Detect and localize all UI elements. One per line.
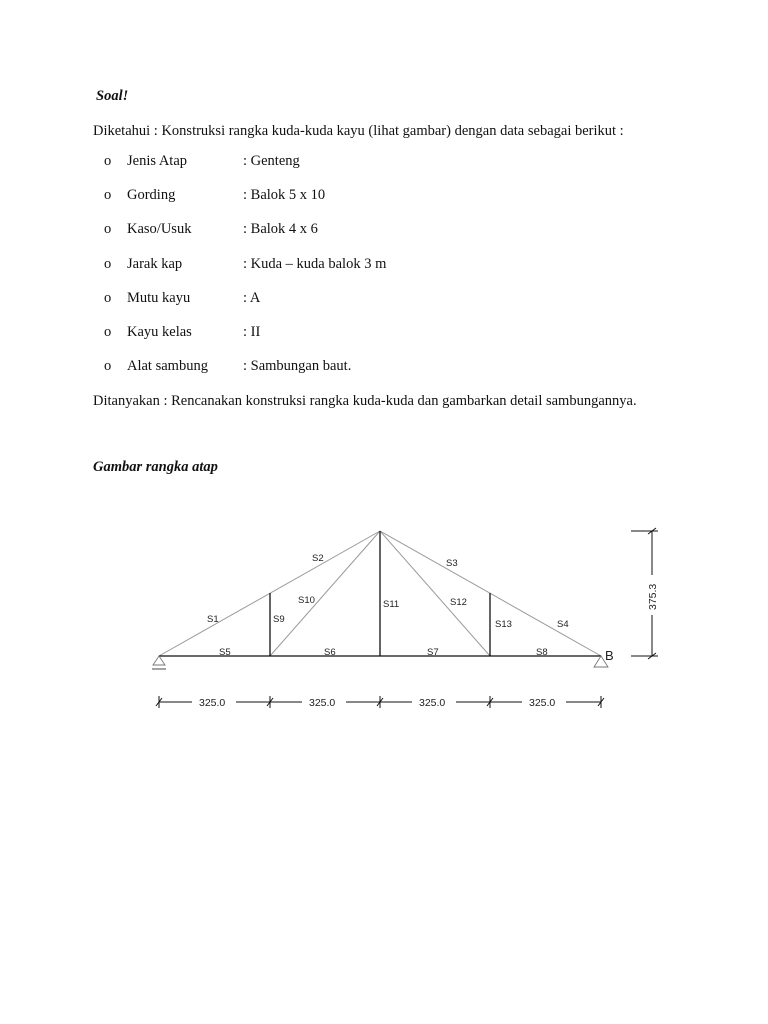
label-s3: S3 [446, 558, 458, 569]
label-s8: S8 [536, 647, 548, 658]
bullet: o [104, 256, 112, 272]
item-value: : Genteng [243, 153, 300, 169]
member-s10 [270, 531, 380, 656]
item-value: : A [243, 290, 261, 306]
intro-text: Diketahui : Konstruksi rangka kuda-kuda kayu (lihat gambar) dengan data sebagai berikut : [93, 123, 624, 139]
label-s2: S2 [312, 553, 324, 564]
height-label: 375.3 [647, 583, 659, 610]
bullet: o [104, 187, 112, 203]
item-value: : Balok 4 x 6 [243, 221, 318, 237]
item-label: Kaso/Usuk [127, 221, 192, 237]
label-s10: S10 [298, 595, 315, 606]
bullet: o [104, 153, 112, 169]
item-label: Kayu kelas [127, 324, 192, 340]
label-s5: S5 [219, 647, 231, 658]
span-label-1: 325.0 [199, 697, 226, 709]
bullet: o [104, 290, 112, 306]
item-label: Gording [127, 187, 176, 203]
question-text: Ditanyakan : Rencanakan konstruksi rangka kuda-kuda dan gambarkan detail sambungannya. [93, 393, 637, 409]
item-label: Jarak kap [127, 256, 183, 272]
label-s6: S6 [324, 647, 336, 658]
figure-title: Gambar rangka atap [93, 459, 218, 475]
span-label-4: 325.0 [529, 697, 556, 709]
heading: Soal! [96, 88, 129, 104]
bullet: o [104, 358, 112, 374]
roller-support-icon [153, 656, 165, 665]
label-s11: S11 [383, 599, 400, 610]
item-label: Jenis Atap [127, 153, 188, 169]
label-s1: S1 [207, 614, 219, 625]
label-s4: S4 [557, 619, 569, 630]
item-label: Mutu kayu [127, 290, 191, 306]
bullet: o [104, 324, 112, 340]
item-value: : II [243, 324, 261, 340]
label-s12: S12 [450, 597, 467, 608]
label-s7: S7 [427, 647, 439, 658]
label-s9: S9 [273, 614, 285, 625]
bullet: o [104, 221, 112, 237]
item-value: : Sambungan baut. [243, 358, 352, 374]
item-label: Alat sambung [127, 358, 208, 374]
item-value: : Balok 5 x 10 [243, 187, 326, 203]
support-label-b: B [605, 648, 614, 663]
span-label-2: 325.0 [309, 697, 336, 709]
span-label-3: 325.0 [419, 697, 446, 709]
item-value: : Kuda – kuda balok 3 m [243, 256, 387, 272]
member-s12 [380, 531, 490, 656]
label-s13: S13 [495, 619, 512, 630]
